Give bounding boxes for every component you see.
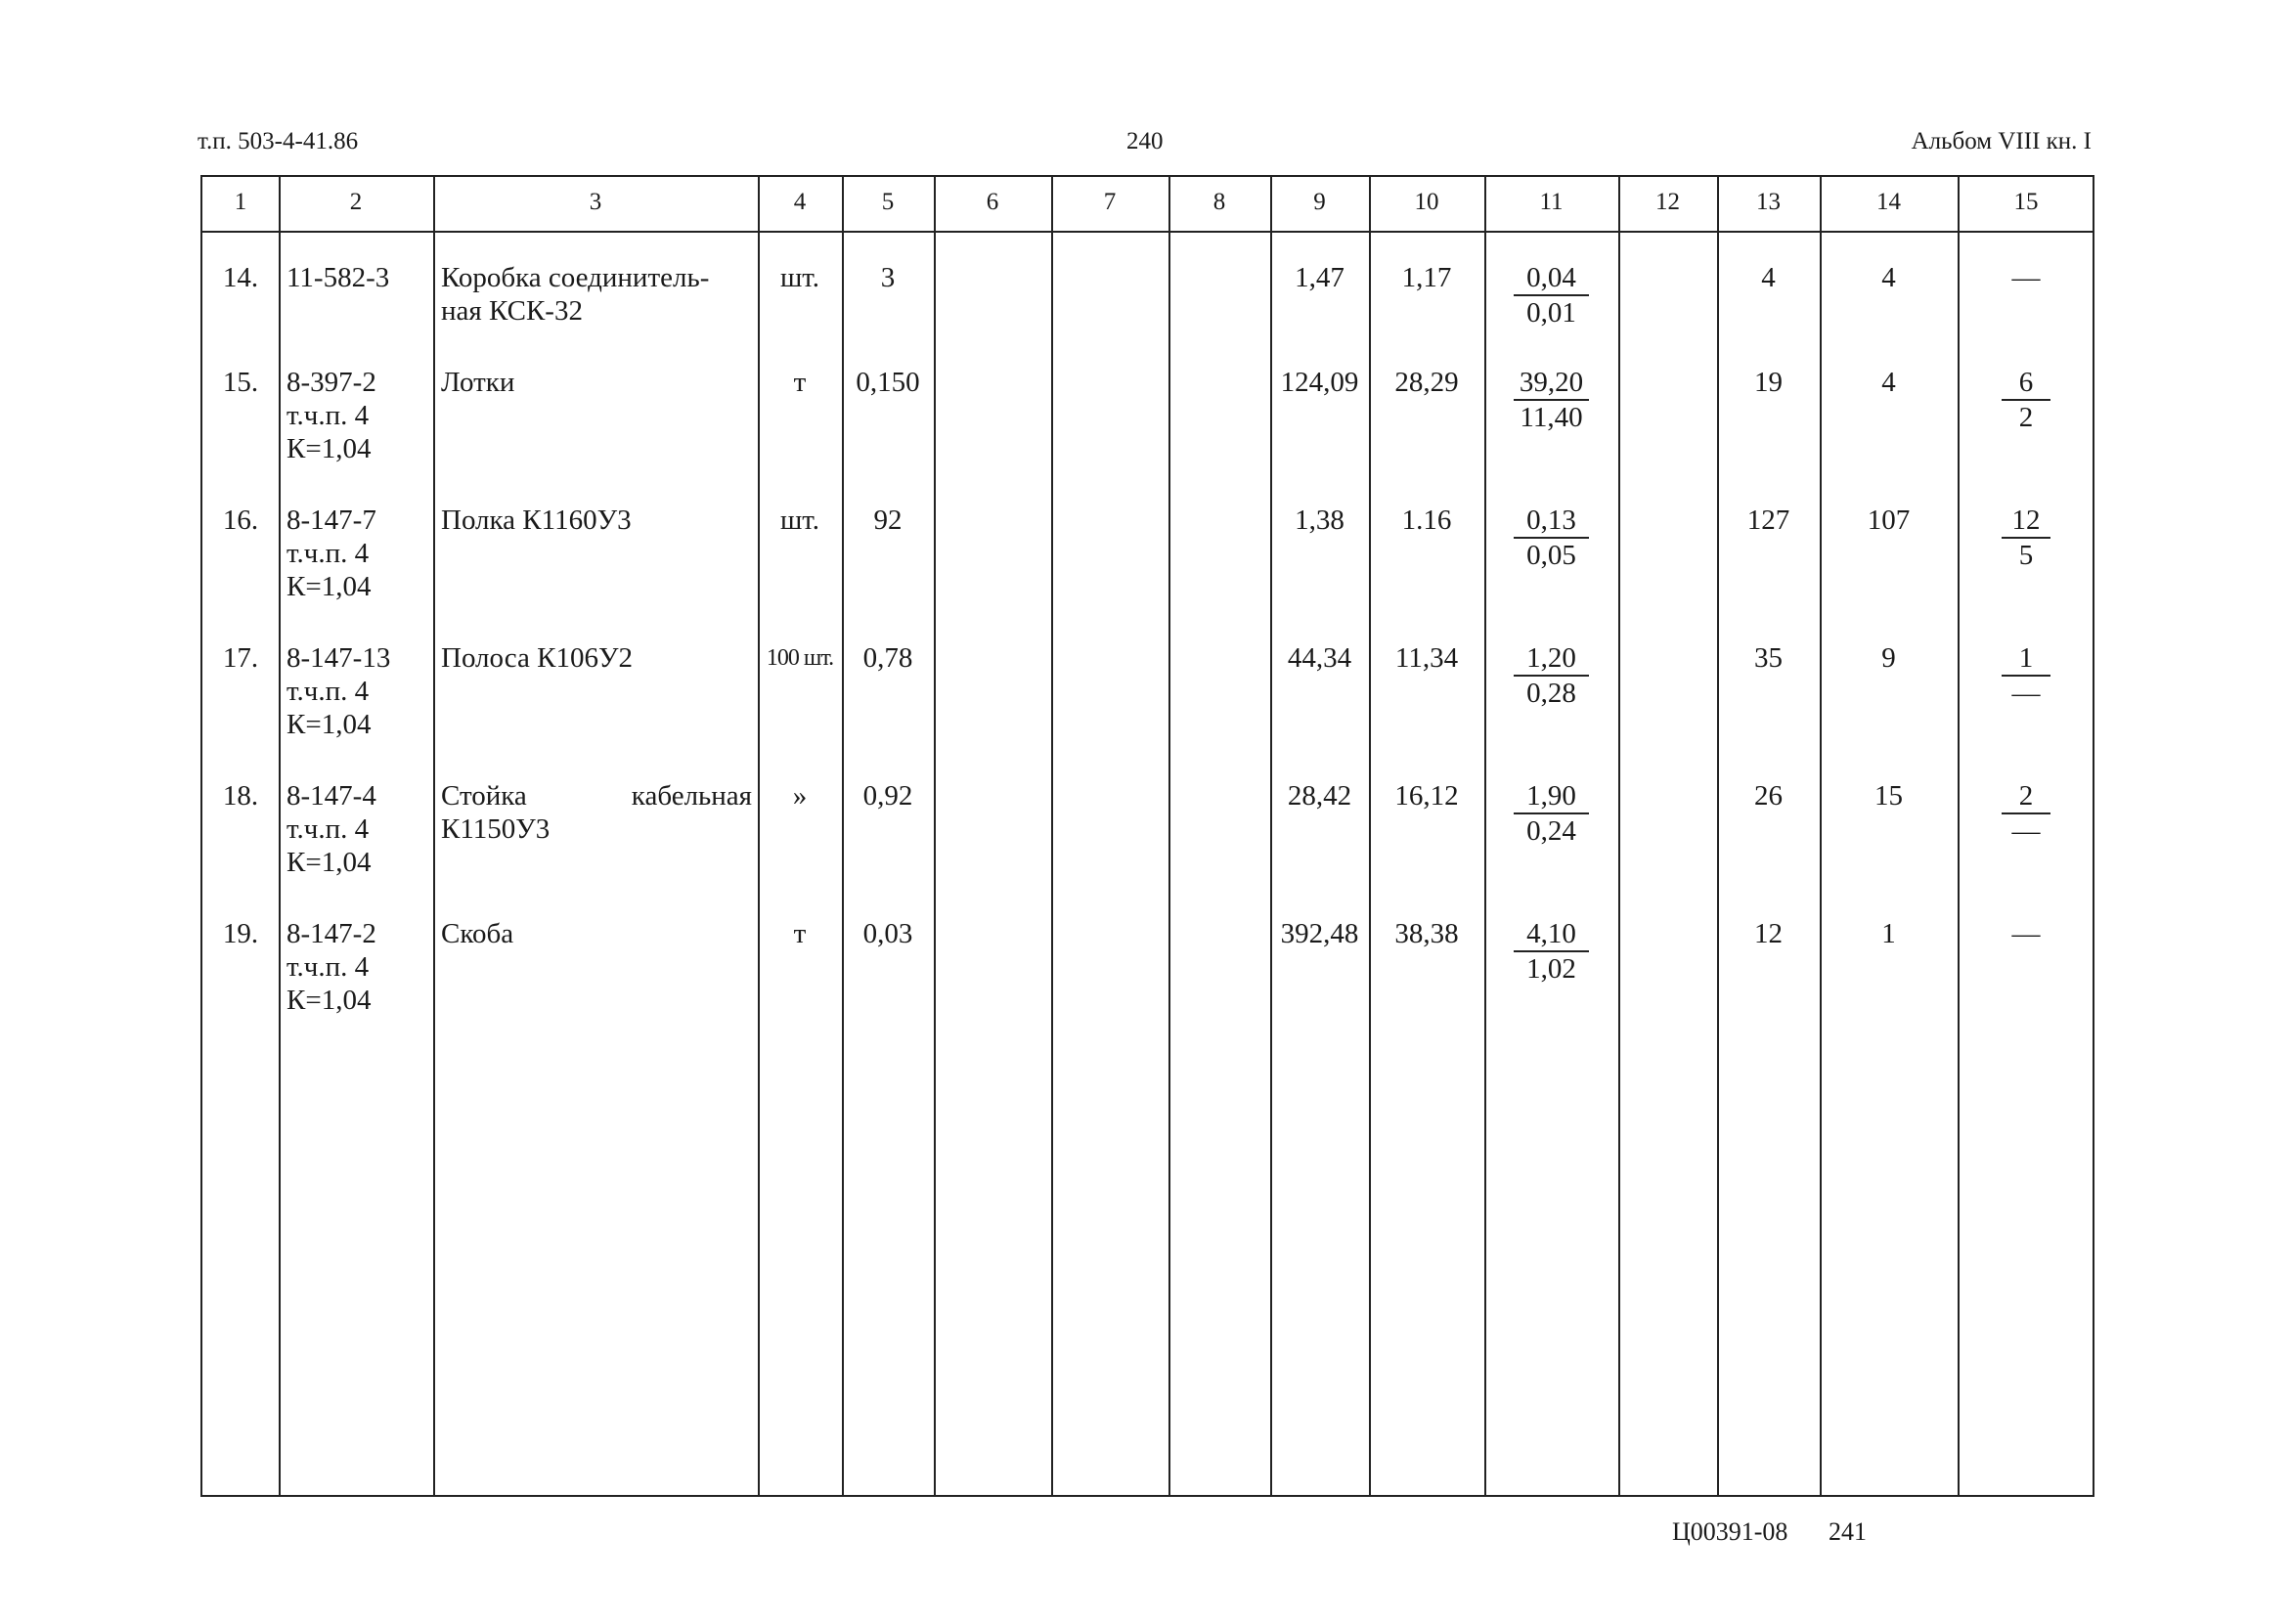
- col11-fraction: [1514, 261, 1589, 329]
- item-code: 8-147-7: [286, 505, 376, 536]
- col15-fraction: [2002, 504, 2050, 572]
- col15-numerator: 6: [2002, 366, 2050, 401]
- quantity: 0,92: [862, 780, 913, 812]
- item-code: 8-147-4: [286, 780, 376, 812]
- column-divider: [433, 177, 435, 1495]
- col11-fraction: [1514, 366, 1589, 434]
- column-number: 9: [1313, 189, 1326, 215]
- col10-value: 1,17: [1401, 262, 1452, 293]
- item-code: К=1,04: [286, 985, 372, 1016]
- item-name: [441, 779, 752, 812]
- col13-value: 12: [1754, 918, 1783, 949]
- col11-denominator: 0,28: [1526, 678, 1576, 709]
- col13-value: 35: [1754, 642, 1783, 674]
- item-name: Полоса К106У2: [441, 642, 633, 674]
- unit: т: [793, 918, 807, 949]
- col15-fraction: [2002, 641, 2050, 710]
- column-number: 5: [881, 189, 895, 215]
- item-name: Полка К1160У3: [441, 505, 632, 536]
- item-code: т.ч.п. 4: [286, 538, 370, 569]
- column-number: 6: [986, 189, 999, 215]
- col11-fraction: [1514, 917, 1589, 986]
- item-name: Лотки: [441, 367, 515, 398]
- item-code: 8-147-2: [286, 918, 376, 949]
- item-code: т.ч.п. 4: [286, 400, 370, 431]
- col9-value: 44,34: [1287, 642, 1352, 674]
- col11-numerator: 0,04: [1514, 261, 1589, 296]
- col14-value: 9: [1881, 642, 1896, 674]
- unit: шт.: [779, 505, 820, 536]
- col14-value: 15: [1874, 780, 1903, 812]
- col14-value: 107: [1867, 505, 1911, 536]
- col11-numerator: 39,20: [1514, 366, 1589, 401]
- row-number: 19.: [222, 918, 259, 949]
- col9-value: 392,48: [1280, 918, 1359, 949]
- col11-numerator: 1,90: [1514, 779, 1589, 814]
- col11-numerator: 0,13: [1514, 504, 1589, 539]
- item-code: К=1,04: [286, 571, 372, 602]
- col15-value: —: [2011, 918, 2041, 949]
- quantity: 92: [873, 505, 903, 536]
- column-divider: [279, 177, 281, 1495]
- column-number: 7: [1103, 189, 1117, 215]
- col11-fraction: [1514, 641, 1589, 710]
- col9-value: 124,09: [1280, 367, 1359, 398]
- item-code: К=1,04: [286, 433, 372, 464]
- column-number: 10: [1414, 189, 1439, 215]
- col15-numerator: 1: [2002, 641, 2050, 677]
- column-number: 2: [349, 189, 363, 215]
- column-divider: [1958, 177, 1960, 1495]
- col11-numerator: 4,10: [1514, 917, 1589, 952]
- footer-page-number: 241: [1829, 1517, 1867, 1546]
- header-right: Альбом VIII кн. I: [1911, 128, 2092, 154]
- col11-numerator: 1,20: [1514, 641, 1589, 677]
- col14-value: 1: [1881, 918, 1896, 949]
- col11-denominator: 0,24: [1526, 815, 1576, 847]
- item-code: К=1,04: [286, 847, 372, 878]
- col13-value: 26: [1754, 780, 1783, 812]
- row-number: 18.: [222, 780, 259, 812]
- col15-fraction: [2002, 779, 2050, 848]
- column-number: 13: [1756, 189, 1781, 215]
- col9-value: 1,38: [1295, 505, 1344, 536]
- col11-denominator: 1,02: [1526, 953, 1576, 985]
- column-divider: [934, 177, 936, 1495]
- column-divider: [1051, 177, 1053, 1495]
- column-number: 1: [234, 189, 247, 215]
- col15-fraction: [2002, 366, 2050, 434]
- col13-value: 127: [1746, 505, 1790, 536]
- col14-value: 4: [1881, 262, 1896, 293]
- col11-denominator: 11,40: [1520, 402, 1583, 433]
- col11-fraction: [1514, 504, 1589, 572]
- col10-value: 38,38: [1394, 918, 1459, 949]
- col10-value: 16,12: [1394, 780, 1459, 812]
- col15-numerator: 12: [2002, 504, 2050, 539]
- spec-table: [200, 175, 2094, 1497]
- header-page-number: 240: [1126, 128, 1164, 154]
- column-number: 15: [2013, 189, 2039, 215]
- col15-denominator: 2: [2018, 402, 2034, 433]
- col10-value: 28,29: [1394, 367, 1459, 398]
- col14-value: 4: [1881, 367, 1896, 398]
- header-left: т.п. 503-4-41.86: [198, 128, 359, 154]
- item-name: Коробка соединитель-: [441, 262, 710, 293]
- column-number: 11: [1539, 189, 1564, 215]
- item-code: 11-582-3: [286, 262, 390, 293]
- quantity: 0,150: [856, 367, 920, 398]
- item-code: 8-397-2: [286, 367, 376, 398]
- item-name-word: Стойка: [441, 780, 527, 812]
- item-code: т.ч.п. 4: [286, 676, 370, 707]
- col15-value: —: [2011, 262, 2041, 293]
- column-divider: [1168, 177, 1170, 1495]
- item-code: К=1,04: [286, 709, 372, 740]
- quantity: 0,78: [862, 642, 913, 674]
- item-code: 8-147-13: [286, 642, 391, 674]
- row-number: 14.: [222, 262, 259, 293]
- header-row-divider: [202, 231, 2093, 233]
- col10-value: 11,34: [1394, 642, 1459, 674]
- item-name: К1150У3: [441, 813, 551, 845]
- column-number: 14: [1876, 189, 1901, 215]
- col11-denominator: 0,05: [1526, 540, 1576, 571]
- col15-denominator: 5: [2018, 540, 2034, 571]
- col10-value: 1.16: [1401, 505, 1452, 536]
- item-code: т.ч.п. 4: [286, 951, 370, 983]
- column-number: 4: [793, 189, 807, 215]
- row-number: 15.: [222, 367, 259, 398]
- col15-denominator: —: [2011, 678, 2041, 709]
- col9-value: 28,42: [1287, 780, 1352, 812]
- quantity: 3: [880, 262, 896, 293]
- row-number: 17.: [222, 642, 259, 674]
- unit: »: [792, 780, 808, 812]
- item-name: Скоба: [441, 918, 514, 949]
- quantity: 0,03: [862, 918, 913, 949]
- col13-value: 19: [1754, 367, 1783, 398]
- row-number: 16.: [222, 505, 259, 536]
- unit: 100 шт.: [766, 645, 834, 671]
- item-name: ная КСК-32: [441, 295, 583, 327]
- col11-fraction: [1514, 779, 1589, 848]
- column-number: 8: [1212, 189, 1226, 215]
- col9-value: 1,47: [1295, 262, 1344, 293]
- item-code: т.ч.п. 4: [286, 813, 370, 845]
- column-divider: [1618, 177, 1620, 1495]
- col11-denominator: 0,01: [1526, 297, 1576, 329]
- unit: шт.: [779, 262, 820, 293]
- column-number: 3: [589, 189, 602, 215]
- item-name-word: кабельная: [631, 780, 752, 812]
- column-number: 12: [1655, 189, 1680, 215]
- col15-numerator: 2: [2002, 779, 2050, 814]
- col13-value: 4: [1761, 262, 1776, 293]
- col15-denominator: —: [2011, 815, 2041, 847]
- footer-code: Ц00391-08: [1672, 1517, 1788, 1546]
- column-divider: [1484, 177, 1486, 1495]
- unit: т: [793, 367, 807, 398]
